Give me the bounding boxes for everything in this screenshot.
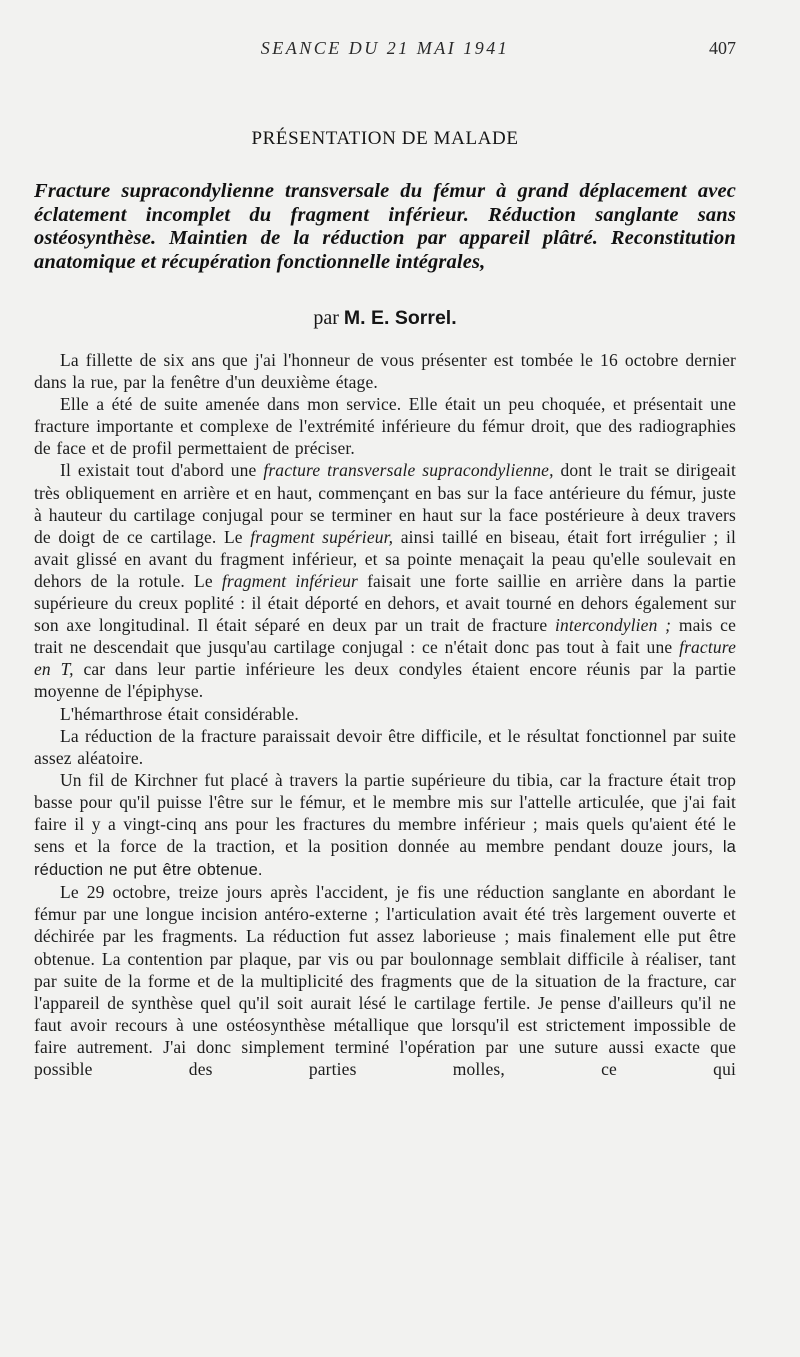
paragraph-3-text-1: Il existait tout d'abord une bbox=[60, 460, 264, 481]
running-title: SEANCE DU 21 MAI 1941 bbox=[260, 38, 510, 58]
running-head bbox=[34, 38, 736, 64]
paragraph-3-italic-2: fragment supérieur, bbox=[250, 526, 394, 547]
article-title: Fracture supracondylienne transversale du fémur à grand déplacement avec éclatement incomplet du fragment inférieur. Réduction sanglante sans ostéosynthèse. Maintien de la réduction par appareil plâtré. Reconstitution anatomique et récupération fonctionnelle intégrales, bbox=[34, 180, 736, 273]
byline-prefix: par bbox=[313, 307, 339, 329]
page-number: 407 bbox=[709, 38, 736, 58]
byline bbox=[34, 307, 736, 330]
paragraph-3-text-4: faisait une forte saillie en arrière dans la partie supérieure du creux poplité : il était déporté en dehors, et avait tourné en dehors également sur son axe longitudinal. Il était séparé en deux par un trait de fracture bbox=[34, 570, 736, 636]
paragraph-3-italic-5: fracture en T, bbox=[34, 637, 736, 680]
paragraph-1: La fillette de six ans que j'ai l'honneur de vous présenter est tombée le 16 octobre dernier dans la rue, par la fenêtre d'un deuxième étage. bbox=[34, 350, 736, 393]
paragraph-6 bbox=[34, 769, 736, 881]
paragraph-6-emphasis: la réduction ne put être obtenue. bbox=[34, 838, 736, 880]
paragraph-4: L'hémarthrose était considérable. bbox=[60, 703, 299, 724]
paragraph-7: Le 29 octobre, treize jours après l'accident, je fis une réduction sanglante en abordant le fémur par une longue incision antéro-externe ; l'articulation avait été très largement ouverte et déchirée par les fragments. La réduction fut assez laborieuse ; mais finalement elle put être obtenue. La contention par plaque, par vis ou par boulonnage semblait difficile à réaliser, tant par suite de la forme et de la multiplicité des fragments que de la situation de la fracture, car l'appareil de synthèse quel qu'il soit aurait lésé le cartilage fertile. Je pense d'ailleurs qu'il ne faut avoir recours à une ostéosynthèse métallique que lorsqu'il est strictement impossible de faire autrement. J'ai donc simplement terminé l'opération par une suture aussi exacte que possible des parties molles, ce qui bbox=[34, 882, 736, 1079]
paragraph-3-italic-3: fragment inférieur bbox=[221, 570, 358, 591]
byline-author: M. E. Sorrel. bbox=[343, 307, 457, 329]
paragraph-3-italic-1: fracture transversale supracondylienne, bbox=[263, 460, 554, 481]
paragraph-3-italic-4: intercondylien ; bbox=[554, 615, 672, 636]
section-title: PRÉSENTATION DE MALADE bbox=[251, 128, 519, 149]
article-body bbox=[34, 349, 736, 1080]
paragraph-3-text-6: car dans leur partie inférieure les deux condyles étaient encore réunis par la partie moyenne de l'épiphyse. bbox=[34, 659, 737, 702]
paragraph-3 bbox=[34, 459, 736, 702]
paragraph-3-text-3: ainsi taillé en biseau, était fort irrégulier ; il avait glissé en avant du fragment inférieur, et sa pointe menaçait la peau qu'elle soulevait en dehors de la rotule. Le bbox=[34, 526, 736, 591]
paragraph-6-text-1: Un fil de Kirchner fut placé à travers la partie supérieure du tibia, car la fracture était trop basse pour qu'il puisse l'être sur le fémur, et le membre mis sur l'attelle articulée, que j'ai fait faire il y a vingt-cinq ans pour les fractures du membre inférieur ; mais quels qu'aient été le sens et la force de la traction, et la position donnée au membre pendant douze jours, bbox=[34, 769, 736, 857]
paragraph-3-text-5: mais ce trait ne descendait que jusqu'au cartilage conjugal : ce n'était donc pas tout à fait une bbox=[34, 615, 736, 658]
paragraph-3-text-2: dont le trait se dirigeait très obliquement en arrière et en haut, commençant en bas sur la face antérieure du fémur, juste à hauteur du cartilage conjugal pour se terminer en haut sur la face postérieure à deux travers de doigt de ce cartilage. Le bbox=[34, 460, 736, 547]
paragraph-2: Elle a été de suite amenée dans mon service. Elle était un peu choquée, et présentait une fracture importante et complexe de l'extrémité inférieure du fémur droit, que des radiographies de face et de profil permettaient de préciser. bbox=[34, 394, 736, 459]
paragraph-5: La réduction de la fracture paraissait devoir être difficile, et le résultat fonctionnel par suite assez aléatoire. bbox=[34, 725, 736, 768]
